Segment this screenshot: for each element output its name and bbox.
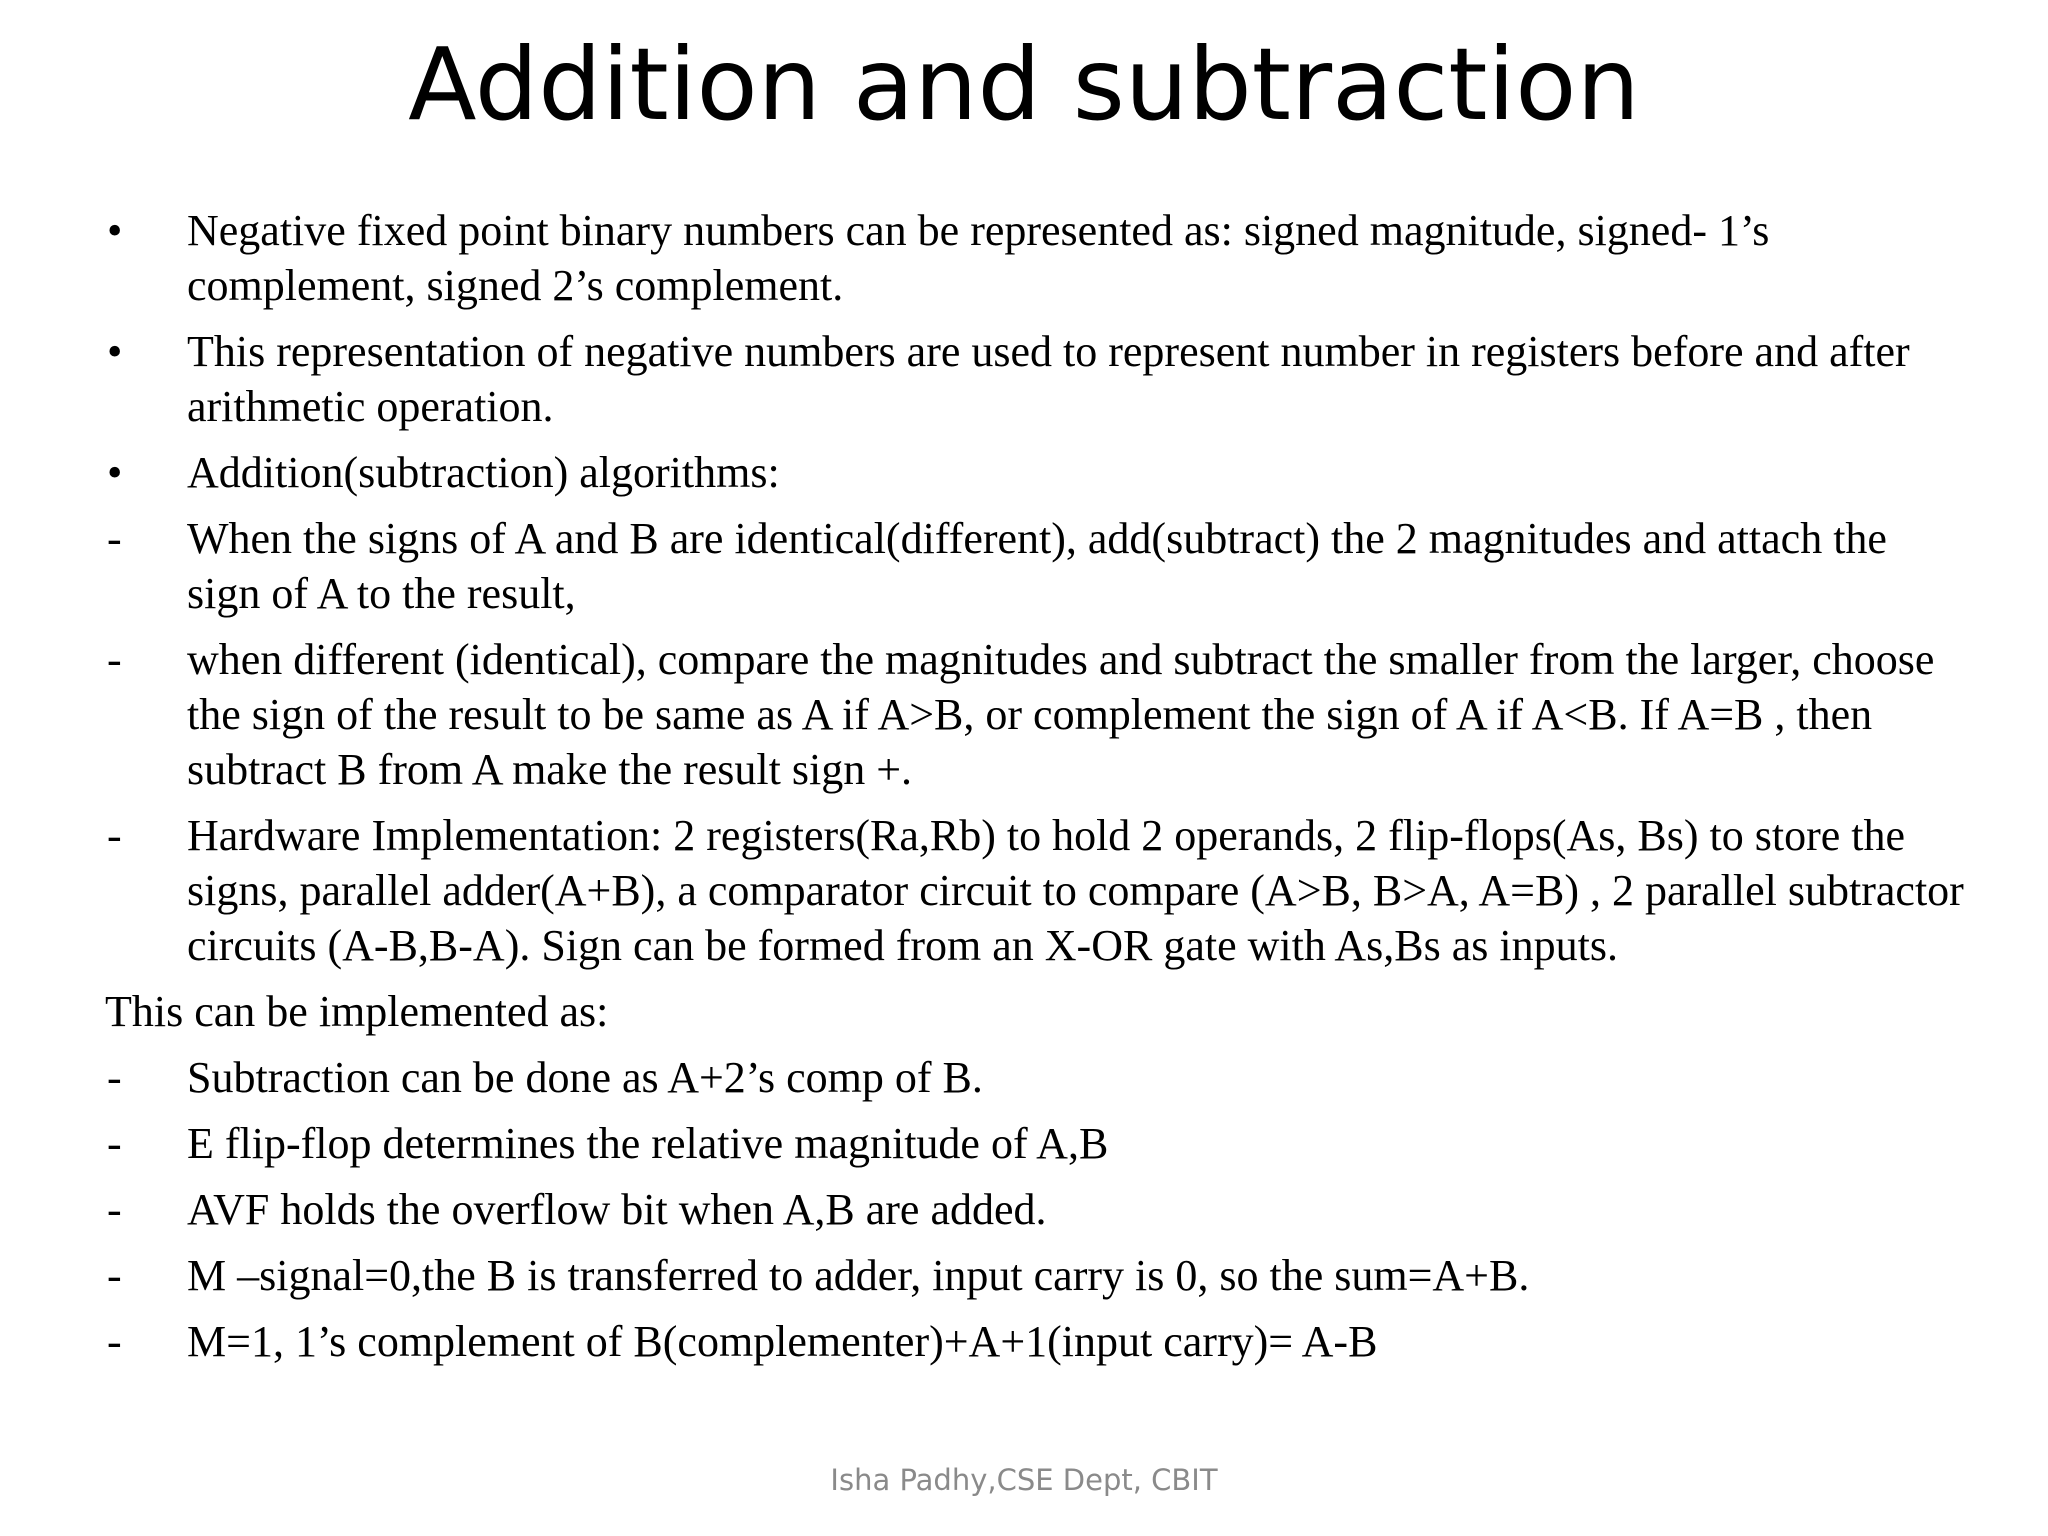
dash-marker: - <box>107 1185 122 1234</box>
dash-text: when different (identical), compare the magnitudes and subtract the smaller from the larger, choose the sign of the result to be same as A if A>B, or complement the sign of A if A<B. If A=B , then subtract B from A make the result sign +. <box>187 635 1935 794</box>
dash-marker: - <box>107 1251 122 1300</box>
dash-marker: - <box>107 514 122 563</box>
bullet-text: Addition(subtraction) algorithms: <box>187 448 780 497</box>
dash-item <box>105 1050 1965 1105</box>
dash-text: M=1, 1’s complement of B(complementer)+A+1(input carry)= A-B <box>187 1317 1378 1366</box>
dash-marker: - <box>107 1119 122 1168</box>
dash-item <box>105 808 1965 973</box>
dash-text: E flip-flop determines the relative magnitude of A,B <box>187 1119 1109 1168</box>
dash-text: Subtraction can be done as A+2’s comp of B. <box>187 1053 983 1102</box>
bullet-text: Negative fixed point binary numbers can be represented as: signed magnitude, signed- 1’s complement, signed 2’s complement. <box>187 206 1770 310</box>
dash-text: When the signs of A and B are identical(different), add(subtract) the 2 magnitudes and attach the sign of A to the result, <box>187 514 1887 618</box>
footer-credit: Isha Padhy,CSE Dept, CBIT <box>830 1463 1218 1497</box>
dash-marker: - <box>107 1053 122 1102</box>
dash-item <box>105 1314 1965 1369</box>
bullet-marker: • <box>107 327 123 376</box>
bullet-item <box>105 203 1965 313</box>
dash-marker: - <box>107 1317 122 1366</box>
bullet-marker: • <box>107 206 123 255</box>
dash-text: AVF holds the overflow bit when A,B are added. <box>187 1185 1047 1234</box>
bullet-text: This representation of negative numbers are used to represent number in registers before and after arithmetic operation. <box>187 327 1910 431</box>
dash-item <box>105 1116 1965 1171</box>
slide-body <box>105 203 1965 1380</box>
dash-item <box>105 632 1965 797</box>
dash-marker: - <box>107 811 122 860</box>
bullet-marker: • <box>107 448 123 497</box>
plain-text-line: This can be implemented as: <box>105 987 609 1036</box>
dash-text: Hardware Implementation: 2 registers(Ra,Rb) to hold 2 operands, 2 flip-flops(As, Bs) to store the signs, parallel adder(A+B), a comparator circuit to compare (A>B, B>A, A=B) , 2 parallel subtractor circuits (A-B,B-A). Sign can be formed from an X-OR gate with As,Bs as inputs. <box>187 811 1964 970</box>
dash-text: M –signal=0,the B is transferred to adder, input carry is 0, so the sum=A+B. <box>187 1251 1530 1300</box>
bullet-item <box>105 445 1965 500</box>
dash-item <box>105 511 1965 621</box>
dash-marker: - <box>107 635 122 684</box>
dash-item <box>105 1182 1965 1237</box>
slide-title: Addition and subtraction <box>408 26 1640 143</box>
bullet-item <box>105 324 1965 434</box>
dash-item <box>105 1248 1965 1303</box>
